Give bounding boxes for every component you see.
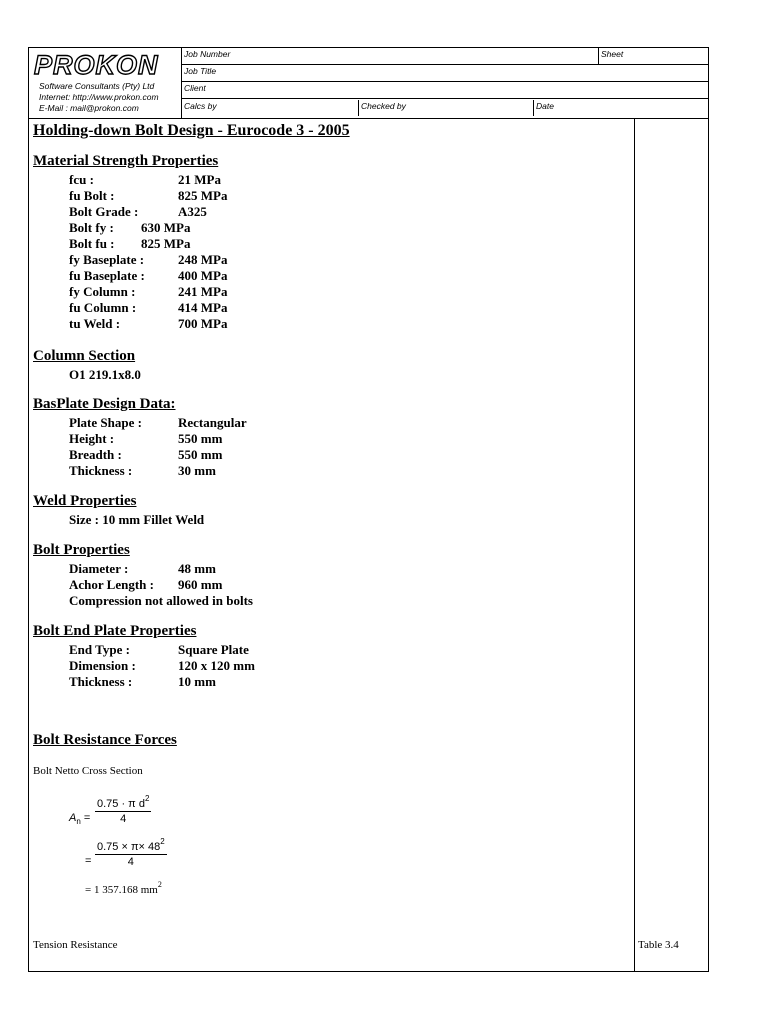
page-title: Holding-down Bolt Design - Eurocode 3 - 2005 (33, 122, 350, 139)
an-symbol (69, 812, 90, 826)
endplate-label: Thickness : (69, 674, 133, 689)
endplate-heading: Bolt End Plate Properties (33, 623, 197, 639)
sheet-header (29, 48, 708, 119)
endplate-value: 120 x 120 mm (178, 658, 255, 673)
client-field[interactable]: Client (184, 83, 206, 93)
company-internet: Internet: http://www.prokon.com (39, 92, 159, 102)
bolt-label: Diameter : (69, 561, 129, 576)
weld-size-value: Size : 10 mm Fillet Weld (69, 512, 205, 527)
netto-section-label: Bolt Netto Cross Section (33, 765, 143, 777)
job-title-field[interactable]: Job Title (184, 66, 217, 76)
job-number-field[interactable]: Job Number (184, 49, 231, 59)
formula-numerator: 0.75 · π $d^2$ (97, 794, 150, 810)
material-value: 21 MPa (178, 172, 221, 187)
material-value: 825 MPa (141, 236, 191, 251)
weld-heading: Weld Properties (33, 493, 137, 509)
company-block (29, 48, 182, 118)
bolt-compression-note: Compression not allowed in bolts (69, 593, 253, 608)
material-value: 414 MPa (178, 300, 228, 315)
material-label: Bolt Grade : (69, 204, 139, 219)
endplate-value: 10 mm (178, 674, 216, 689)
column-heading: Column Section (33, 348, 136, 364)
material-value: 241 MPa (178, 284, 228, 299)
material-label: Bolt fu : (69, 236, 115, 251)
baseplate-value: 30 mm (178, 463, 216, 478)
substitution-denominator: 4 (127, 856, 134, 868)
material-label: tu Weld : (69, 316, 121, 331)
an-subscript: n (76, 817, 81, 826)
prokon-logo: PROKON (34, 50, 159, 80)
material-label: fu Baseplate : (69, 268, 145, 283)
bolt-heading: Bolt Properties (33, 542, 130, 558)
material-heading: Material Strength Properties (33, 153, 219, 169)
endplate-value: Square Plate (178, 642, 249, 657)
equals-sign: = (83, 812, 91, 824)
endplate-label: End Type : (69, 642, 130, 657)
tension-resistance-label: Tension Resistance (33, 939, 118, 951)
bolt-label: Achor Length : (69, 577, 154, 592)
header-row-job-title (182, 65, 708, 82)
baseplate-label: Height : (69, 431, 115, 446)
header-row-calcs (182, 100, 708, 118)
sheet-field[interactable]: Sheet (598, 48, 708, 64)
resistance-heading: Bolt Resistance Forces (33, 732, 177, 748)
header-row-client (182, 82, 708, 99)
column-section-value: O1 219.1x8.0 (69, 367, 141, 382)
material-label: fcu : (69, 172, 94, 187)
baseplate-label: Plate Shape : (69, 415, 142, 430)
material-label: fu Column : (69, 300, 137, 315)
material-label: fy Column : (69, 284, 136, 299)
material-value: 700 MPa (178, 316, 228, 331)
equals-sign: = (85, 855, 92, 867)
checked-by-field[interactable]: Checked by (358, 100, 533, 116)
baseplate-heading: BasPlate Design Data: (33, 396, 176, 412)
baseplate-value: 550 mm (178, 431, 223, 446)
area-substitution-fraction (95, 837, 167, 869)
material-value: A325 (178, 204, 207, 219)
date-field[interactable]: Date (533, 100, 708, 116)
header-row-job-number (182, 48, 708, 65)
baseplate-value: Rectangular (178, 415, 247, 430)
table-reference: Table 3.4 (638, 939, 679, 951)
material-value: 248 MPa (178, 252, 228, 267)
material-value: 400 MPa (178, 268, 228, 283)
material-value: 825 MPa (178, 188, 228, 203)
area-formula-fraction (95, 794, 151, 826)
endplate-label: Dimension : (69, 658, 136, 673)
formula-denominator: 4 (120, 813, 127, 825)
an-letter: A (69, 812, 77, 824)
calculation-body (29, 118, 635, 971)
material-label: fy Baseplate : (69, 252, 145, 267)
calcs-by-field[interactable]: Calcs by (184, 101, 217, 111)
material-value: 630 MPa (141, 220, 191, 235)
material-label: Bolt fy : (69, 220, 114, 235)
baseplate-label: Thickness : (69, 463, 133, 478)
substitution-numerator: $0.75 \times \pi\times 48^2$ (97, 837, 165, 853)
baseplate-value: 550 mm (178, 447, 223, 462)
baseplate-label: Breadth : (69, 447, 122, 462)
bolt-value: 48 mm (178, 561, 216, 576)
area-result: = 1 357.168 $mm^2$ (85, 880, 162, 896)
bolt-value: 960 mm (178, 577, 223, 592)
material-label: fu Bolt : (69, 188, 115, 203)
calculation-sheet (28, 47, 709, 972)
company-name: Software Consultants (Pty) Ltd (39, 81, 155, 91)
company-email: E-Mail : mail@prokon.com (39, 103, 139, 113)
